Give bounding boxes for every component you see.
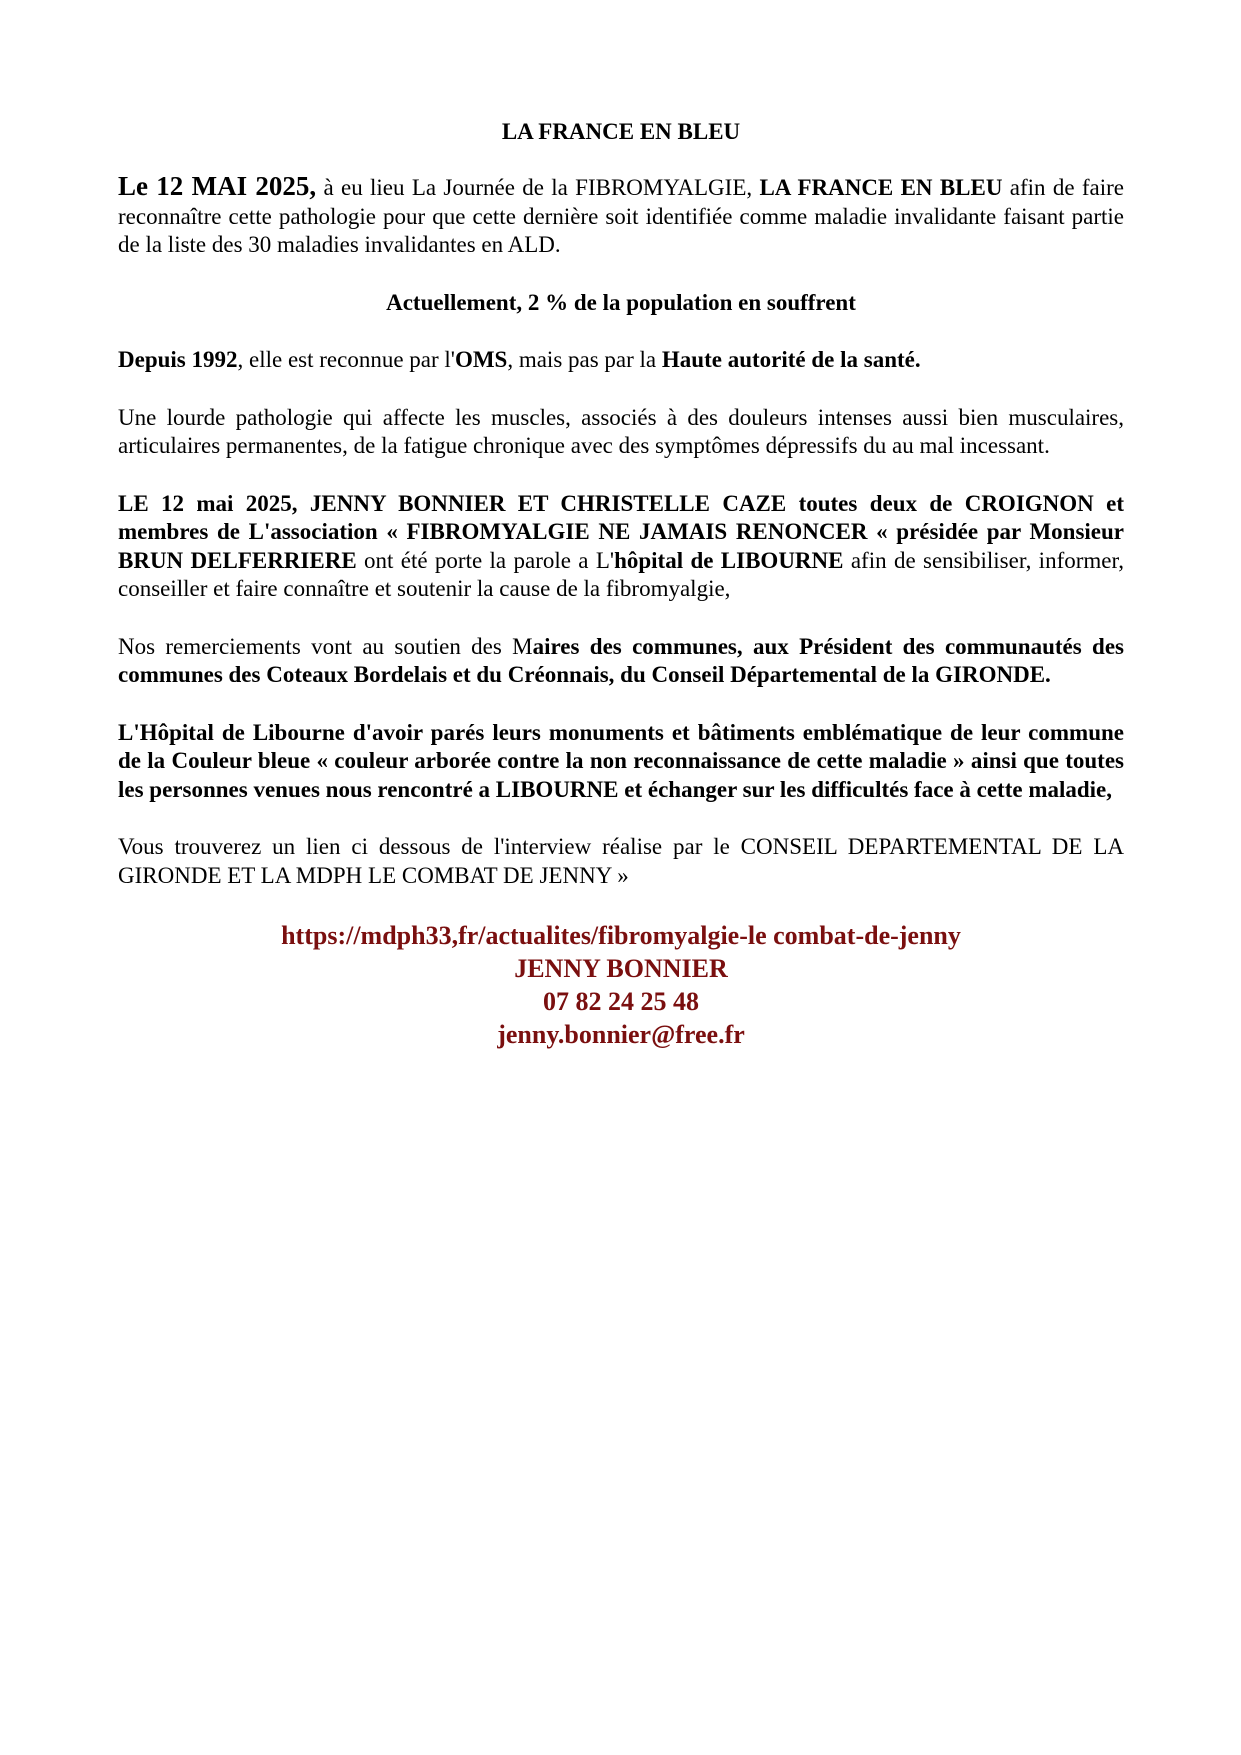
hospital-text: L'Hôpital de Libourne d'avoir parés leurs monuments et bâtiments emblématique de leur commune de la Couleur bleue « couleur arborée contre la non reconnaissance de cette maladie » ainsi que toutes les personnes venues nous rencontré a LIBOURNE et échanger sur les difficultés face à cette maladie,: [118, 719, 1124, 802]
recognition-text-2: , mais pas par la: [507, 347, 662, 372]
intro-text-2: afin de faire reconnaître cette pathologie pour que cette dernière soit identifiée comme maladie invalidante faisant partie de la liste des 30 maladies invalidantes en ALD.: [118, 175, 1125, 257]
thanks-paragraph: [118, 633, 1124, 690]
event-text-1: ont été porte la parole a L': [356, 547, 615, 573]
recognition-paragraph: [118, 346, 1124, 375]
hospital-paragraph: [118, 719, 1124, 805]
interview-link[interactable]: https://mdph33,fr/actualites/fibromyalgie-le combat-de-jenny: [281, 921, 961, 950]
intro-text-1: à eu lieu La Journée de la FIBROMYALGIE,: [316, 175, 760, 200]
document-title: LA FRANCE EN BLEU: [501, 119, 741, 144]
interview-paragraph: Vous trouverez un lien ci dessous de l'interview réalise par le CONSEIL DEPARTEMENTAL DE LA GIRONDE ET LA MDPH LE COMBAT DE JENNY »: [118, 834, 1124, 888]
contact-block: [118, 919, 1124, 1051]
recognition-text-1: , elle est reconnue par l': [237, 347, 455, 372]
event-text-2: afin de sensibiliser, informer, conseiller et faire connaître et soutenir la cause de la fibromyalgie,: [118, 547, 1124, 601]
recognition-year: Depuis 1992: [118, 347, 238, 372]
contact-phone: 07 82 24 25 48: [543, 987, 699, 1016]
thanks-text: Nos remerciements vont au soutien des M: [118, 633, 533, 659]
contact-name: JENNY BONNIER: [514, 954, 728, 983]
event-paragraph: [118, 490, 1124, 604]
contact-email[interactable]: jenny.bonnier@free.fr: [497, 1020, 745, 1049]
document-page: [118, 118, 1124, 1051]
recognition-has: Haute autorité de la santé.: [661, 347, 921, 372]
event-bold-1: LE 12 mai 2025, JENNY BONNIER ET CHRISTELLE CAZE toutes deux de CROIGNON et membres de L'association « FIBROMYALGIE NE JAMAIS RENONCER « présidée par Monsieur BRUN DELFERRIERE: [118, 490, 1124, 573]
event-date: Le 12 MAI 2025,: [118, 171, 317, 201]
intro-paragraph: [118, 172, 1124, 260]
statistic-line: [118, 289, 1124, 318]
thanks-bold: aires des communes, aux Président des communautés des communes des Coteaux Bordelais et du Créonnais, du Conseil Départemental de la GIRONDE.: [118, 633, 1124, 687]
intro-bold-title: LA FRANCE EN BLEU: [759, 175, 1003, 200]
pathology-paragraph: Une lourde pathologie qui affecte les muscles, associés à des douleurs intenses aussi bien musculaires, articulaires permanentes, de la fatigue chronique avec des symptômes dépressifs du au mal incessant.: [118, 404, 1124, 458]
event-hospital: hôpital de LIBOURNE: [614, 547, 844, 573]
statistic-text: Actuellement, 2 % de la population en souffrent: [386, 289, 856, 315]
recognition-oms: OMS: [454, 347, 508, 372]
